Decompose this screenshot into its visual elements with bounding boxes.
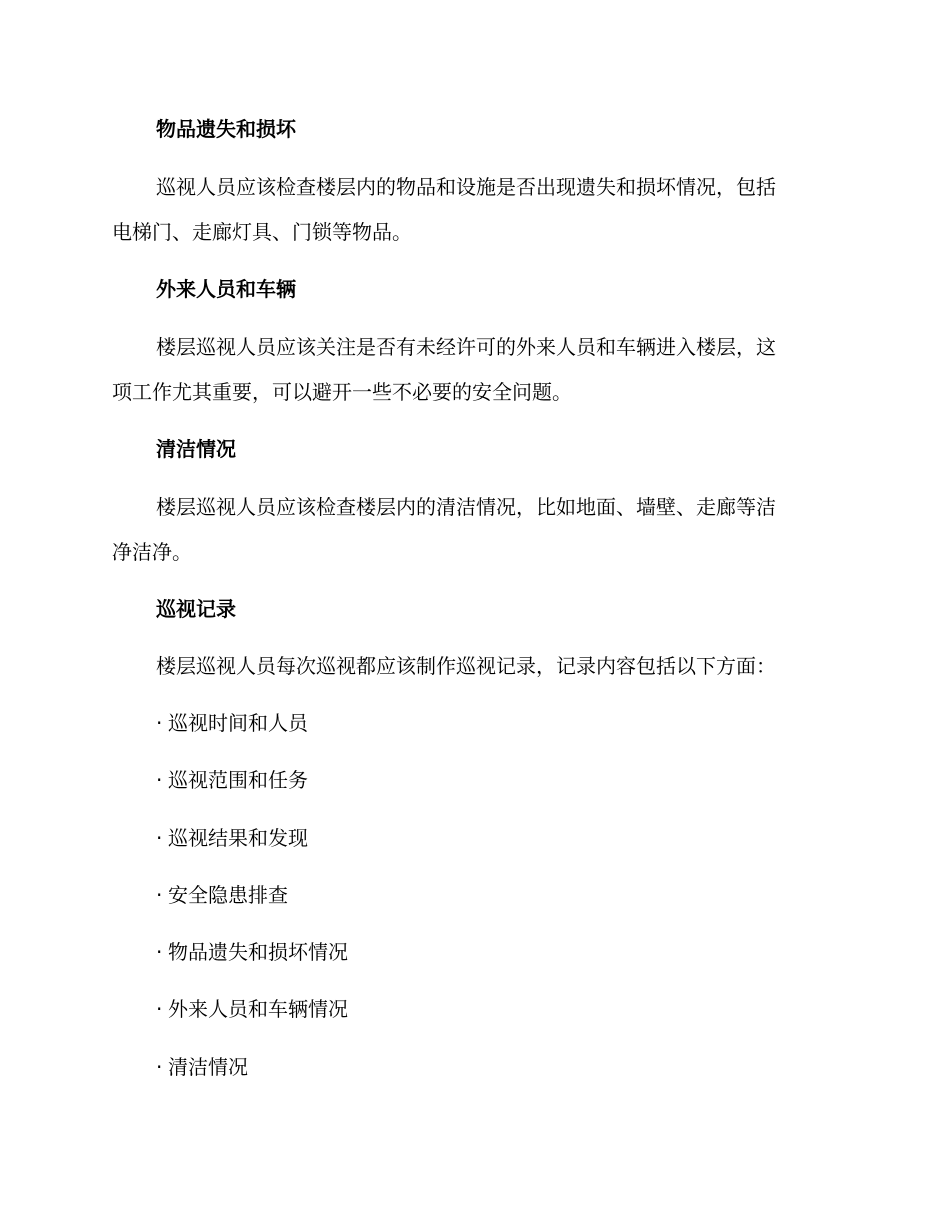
paragraph-line: 项工作尤其重要，可以避开一些不必要的安全问题。 xyxy=(112,380,572,404)
bullet-icon: · xyxy=(156,826,163,850)
paragraph-line: 楼层巡视人员应该检查楼层内的清洁情况，比如地面、墙壁、走廊等洁 xyxy=(156,495,776,519)
paragraph-line: 净洁净。 xyxy=(112,540,192,564)
list-item-text: 清洁情况 xyxy=(168,1055,248,1079)
list-item-text: 巡视范围和任务 xyxy=(168,768,308,792)
list-item xyxy=(156,940,348,964)
section-heading-cleanliness: 清洁情况 xyxy=(156,437,236,461)
bullet-icon: · xyxy=(156,997,163,1021)
list-item-text: 巡视结果和发现 xyxy=(168,826,308,850)
list-item xyxy=(156,1055,248,1079)
bullet-icon: · xyxy=(156,883,163,907)
list-item-text: 安全隐患排查 xyxy=(168,883,288,907)
bullet-icon: · xyxy=(156,711,163,735)
section-heading-visitors-vehicles: 外来人员和车辆 xyxy=(156,277,296,301)
paragraph-line: 楼层巡视人员每次巡视都应该制作巡视记录，记录内容包括以下方面： xyxy=(156,654,776,678)
list-item xyxy=(156,768,308,792)
paragraph-line: 巡视人员应该检查楼层内的物品和设施是否出现遗失和损坏情况，包括 xyxy=(156,175,776,199)
list-item xyxy=(156,711,308,735)
list-item-text: 巡视时间和人员 xyxy=(168,711,308,735)
paragraph-line: 楼层巡视人员应该关注是否有未经许可的外来人员和车辆进入楼层，这 xyxy=(156,335,776,359)
bullet-icon: · xyxy=(156,1055,163,1079)
paragraph-line: 电梯门、走廊灯具、门锁等物品。 xyxy=(112,220,412,244)
list-item xyxy=(156,826,308,850)
bullet-icon: · xyxy=(156,768,163,792)
list-item-text: 外来人员和车辆情况 xyxy=(168,997,348,1021)
list-item-text: 物品遗失和损坏情况 xyxy=(168,940,348,964)
section-heading-item-loss: 物品遗失和损坏 xyxy=(156,117,296,141)
section-heading-patrol-record: 巡视记录 xyxy=(156,597,236,621)
bullet-icon: · xyxy=(156,940,163,964)
list-item xyxy=(156,997,348,1021)
list-item xyxy=(156,883,288,907)
